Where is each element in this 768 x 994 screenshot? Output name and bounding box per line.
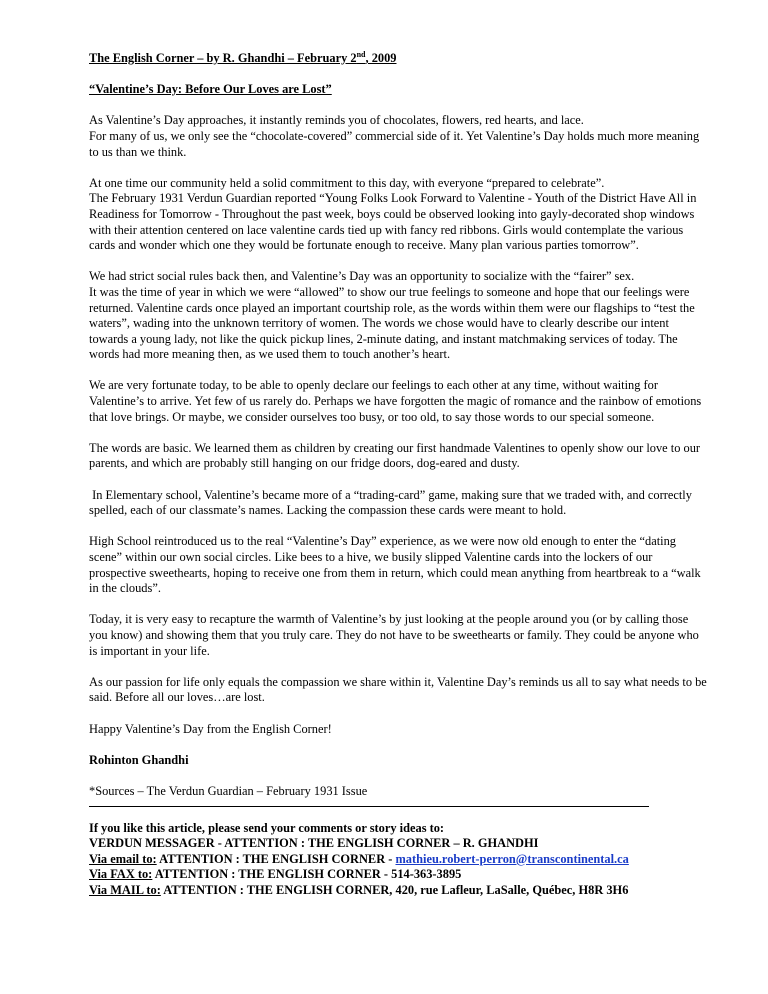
email-label: Via email to:: [89, 851, 157, 866]
paragraph-5: The words are basic. We learned them as children by creating our first handmade Valentines to openly show our love to our parents, and which are probably still hanging on our fridge doors, dog-eared and dusty.: [89, 440, 701, 471]
paragraph-8: Today, it is very easy to recapture the warmth of Valentine’s by just looking at the people around you (or by calling those you know) and showing them that you truly care. They do not have to be sweethearts or family. They could be anyone who is important in your life.: [89, 612, 699, 658]
contact-fax-line: [89, 867, 708, 883]
contact-messager: VERDUN MESSAGER - ATTENTION : THE ENGLISH CORNER – R. GHANDHI: [89, 836, 539, 851]
paragraph-line: At one time our community held a solid commitment to this day, with everyone “prepared to celebrate”.: [89, 175, 605, 190]
paragraph-line: It was the time of year in which we were “allowed” to show our true feelings to someone and hope that our feelings were returned. Valentine cards once played an important courtship role, as the words within them were our flagships to “test the waters”, wading into the unknown territory of women. The words we chose would have to clearly describe our intent towards a young lady, not like the quick pickup lines, 2-minute dating, and instant matchmaking services of today. The words had more meaning then, as we used them to touch another’s heart.: [89, 284, 695, 362]
contact-block: [89, 821, 708, 899]
sources-note: *Sources – The Verdun Guardian – February 1931 Issue: [89, 783, 368, 798]
paragraph-6: In Elementary school, Valentine’s became more of a “trading-card” game, making sure that we traded with, and correctly spelled, each of our classmate’s names. Lacking the compassion these cards were meant to hold.: [89, 487, 696, 518]
paragraph-10: Happy Valentine’s Day from the English Corner!: [89, 721, 332, 736]
paragraph-line: We had strict social rules back then, and Valentine’s Day was an opportunity to socialize with the “fairer” sex.: [89, 269, 635, 284]
header-year: , 2009: [365, 51, 397, 65]
paragraph-7: High School reintroduced us to the real “Valentine’s Day” experience, as we were now old enough to enter the “dating scene” within our own social circles. Like bees to a hive, we busily slipped Valentine cards into the lockers of our prospective sweethearts, hoping to receive one from them in return, which could mean anything from heartbreak to a “walk in the clouds”.: [89, 534, 701, 596]
contact-mail-line: [89, 883, 708, 899]
paragraph-2: [89, 176, 708, 254]
article-title: “Valentine’s Day: Before Our Loves are Lost”: [89, 82, 332, 97]
paragraph-9: As our passion for life only equals the compassion we share within it, Valentine Day’s reminds us all to say what needs to be said. Before all our loves…are lost.: [89, 674, 707, 705]
author-name: Rohinton Ghandhi: [89, 752, 189, 767]
email-link[interactable]: mathieu.robert-perron@transcontinental.ca: [395, 851, 629, 866]
header-date-suffix: nd: [356, 49, 366, 59]
fax-label: Via FAX to:: [89, 867, 153, 882]
mail-text: ATTENTION : THE ENGLISH CORNER, 420, rue Lafleur, LaSalle, Québec, H8R 3H6: [160, 882, 629, 897]
fax-text: ATTENTION : THE ENGLISH CORNER - 514-363-3895: [152, 867, 462, 882]
paragraph-3: [89, 269, 708, 363]
separator-rule: [89, 806, 649, 807]
contact-intro: If you like this article, please send your comments or story ideas to:: [89, 820, 445, 835]
paragraph-1: [89, 113, 708, 160]
paragraph-line: The February 1931 Verdun Guardian reported “Young Folks Look Forward to Valentine - Youth of the District Have All in Readiness for Tomorrow - Throughout the past week, boys could be observed looking into gayly-decorated shop windows with their attention centered on lace valentine cards tied up with fancy red ribbons. Girls would contemplate the various cards and wonder which one they would be fortunate enough to receive. Many plan various parties tomorrow”.: [89, 191, 697, 253]
header-line: The English Corner – by R. Ghandhi – February 2: [89, 51, 357, 65]
paragraph-line: As Valentine’s Day approaches, it instantly reminds you of chocolates, flowers, red hearts, and lace.: [89, 113, 584, 128]
contact-email-line: [89, 852, 708, 868]
paragraph-4: We are very fortunate today, to be able to openly declare our feelings to each other at any time, without waiting for Valentine’s to arrive. Yet few of us rarely do. Perhaps we have forgotten the magic of romance and the rainbow of emotions that love brings. Or maybe, we consider ourselves too busy, or too old, to say those words to our special someone.: [89, 378, 702, 424]
email-text: ATTENTION : THE ENGLISH CORNER -: [156, 851, 396, 866]
paragraph-line: For many of us, we only see the “chocolate-covered” commercial side of it. Yet Valentine’s Day holds much more meaning to us than we think.: [89, 128, 700, 159]
article-header: [89, 51, 708, 67]
mail-label: Via MAIL to:: [89, 882, 161, 897]
